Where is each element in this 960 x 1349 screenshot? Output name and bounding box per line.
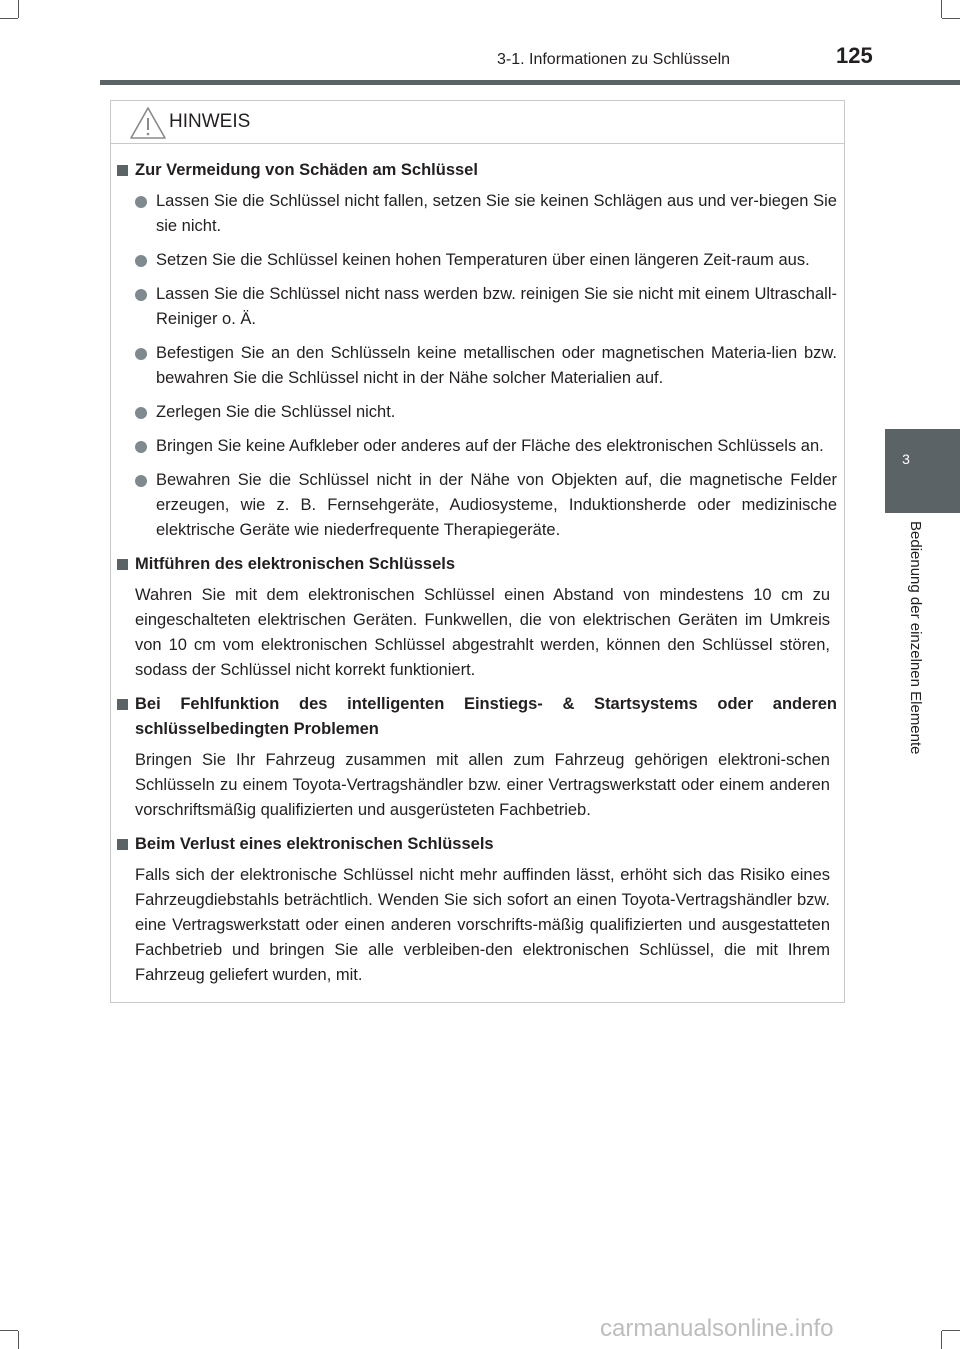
crop-mark (18, 0, 19, 18)
note-header (111, 101, 844, 144)
list-item (111, 468, 837, 543)
list-item-text: Lassen Sie die Schlüssel nicht fallen, setzen Sie sie keinen Schlägen aus und ver-biegen Sie sie nicht. (156, 192, 837, 235)
circle-bullet-icon (135, 407, 147, 419)
square-bullet-icon (117, 839, 128, 850)
section-heading (111, 552, 837, 577)
heading-text: Bei Fehlfunktion des intelligenten Einstiegs- & Startsystems oder anderen schlüsselbedingten Problemen (135, 695, 837, 738)
crop-mark (941, 0, 942, 18)
crop-mark (18, 1331, 19, 1349)
list-item-text: Bringen Sie keine Aufkleber oder anderes auf der Fläche des elektronischen Schlüssels an. (156, 437, 824, 455)
heading-text: Mitführen des elektronischen Schlüssels (135, 555, 456, 573)
circle-bullet-icon (135, 196, 147, 208)
crop-mark (941, 1331, 942, 1349)
list-item-text: Bewahren Sie die Schlüssel nicht in der Nähe von Objekten auf, die magnetische Felder erzeugen, wie z. B. Fernsehgeräte, Audiosysteme, Induktionsherde oder medizinische elektrische Geräte wie niederfrequente Therapiegeräte. (156, 471, 837, 539)
list-item (111, 400, 837, 425)
square-bullet-icon (117, 165, 128, 176)
section-paragraph: Bringen Sie Ihr Fahrzeug zusammen mit allen zum Fahrzeug gehörigen elektroni-schen Schlüsseln zu einem Toyota-Vertragshändler bzw. einer Vertragswerkstatt oder einem anderen vorschriftsmäßig qualifizierten und ausgerüsteten Fachbetrieb. (135, 751, 830, 819)
page-number: 125 (836, 43, 873, 68)
crop-mark (942, 18, 960, 19)
chapter-tab (885, 429, 960, 513)
list-item-text: Befestigen Sie an den Schlüsseln keine metallischen oder magnetischen Materia-lien bzw. bewahren Sie die Schlüssel nicht in der Nähe solcher Materialien auf. (156, 344, 837, 387)
crop-mark (942, 1330, 960, 1331)
heading-text: Zur Vermeidung von Schäden am Schlüssel (135, 161, 478, 179)
section-title: 3-1. Informationen zu Schlüsseln (497, 51, 731, 68)
list-item (111, 248, 837, 273)
watermark-logo: carmanualsonline.info (600, 1315, 834, 1342)
circle-bullet-icon (135, 289, 147, 301)
chapter-label: Bedienung der einzelnen Elemente (907, 521, 924, 755)
note-title: HINWEIS (169, 111, 251, 132)
section-paragraph: Wahren Sie mit dem elektronischen Schlüssel einen Abstand von mindestens 10 cm zu eingeschalteten elektrischen Geräten. Funkwellen, die von elektrischen Geräten im Umkreis von 10 cm vom elektronischen Schlüssel abgestrahlt werden, können den Schlüssel stören, sodass der Schlüssel nicht korrekt funktioniert. (135, 586, 830, 679)
section-heading (111, 832, 837, 857)
section-paragraph: Falls sich der elektronische Schlüssel nicht mehr auffinden lässt, erhöht sich das Risiko eines Fahrzeugdiebstahls beträchtlich. Wenden Sie sich sofort an einen Toyota-Vertragshändler bzw. eine Vertragswerkstatt oder einen anderen vorschrifts-mäßig qualifizierten und ausgestatteten Fachbetrieb und bringen Sie alle verbleiben-den elektronischen Schlüssel, die mit Ihrem Fahrzeug geliefert wurden, mit. (135, 866, 830, 984)
heading-text: Beim Verlust eines elektronischen Schlüssels (135, 835, 494, 853)
list-item-text: Setzen Sie die Schlüssel keinen hohen Temperaturen über einen längeren Zeit-raum aus. (156, 251, 810, 269)
square-bullet-icon (117, 559, 128, 570)
note-box (110, 100, 845, 1003)
list-item (111, 189, 837, 239)
list-item (111, 434, 837, 459)
circle-bullet-icon (135, 348, 147, 360)
list-item (111, 282, 837, 332)
square-bullet-icon (117, 699, 128, 710)
chapter-number: 3 (902, 451, 910, 467)
list-item-text: Zerlegen Sie die Schlüssel nicht. (156, 403, 396, 421)
warning-triangle-icon (129, 106, 167, 140)
section-heading (111, 692, 837, 742)
list-item-text: Lassen Sie die Schlüssel nicht nass werden bzw. reinigen Sie sie nicht mit einem Ultraschall-Reiniger o. Ä. (156, 285, 837, 328)
circle-bullet-icon (135, 475, 147, 487)
header-rule (100, 80, 960, 85)
note-body (111, 144, 844, 988)
circle-bullet-icon (135, 441, 147, 453)
section-heading (111, 158, 837, 183)
crop-mark (0, 1330, 18, 1331)
list-item (111, 341, 837, 391)
circle-bullet-icon (135, 255, 147, 267)
crop-mark (0, 18, 18, 19)
